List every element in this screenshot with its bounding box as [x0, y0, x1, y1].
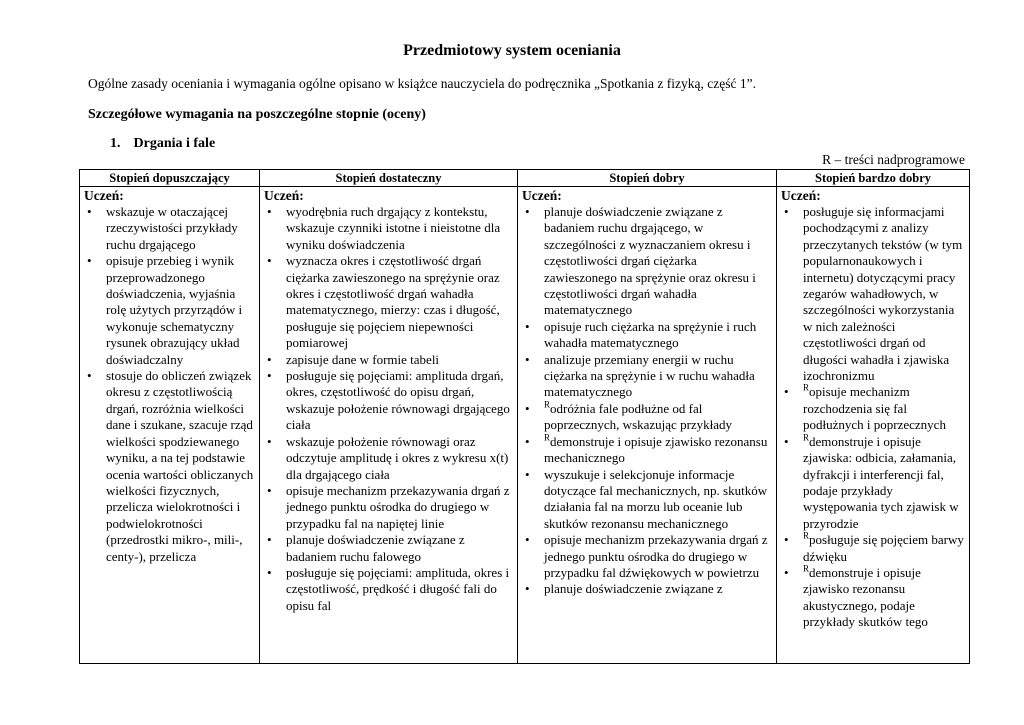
table-row [80, 187, 970, 664]
list-item-extracurricular [781, 565, 965, 631]
header-grade-bardzo-dobry: Stopień bardzo dobry [777, 170, 970, 187]
extracurricular-marker: R [803, 563, 810, 574]
cell-grade-bardzo-dobry [777, 187, 970, 664]
document-title: Przedmiotowy system oceniania [403, 42, 621, 59]
list-item: • analizuje przemiany energii w ruchu ciężarka na sprężynie i w ruchu wahadła matematycznego [522, 352, 772, 401]
section-number: 1. [110, 136, 121, 151]
list-item-extracurricular [522, 434, 772, 467]
list-item: • wyodrębnia ruch drgający z kontekstu, wskazuje czynniki istotne i nieistotne dla wyniku doświadczenia [264, 204, 513, 253]
cell-grade-dopuszczajacy [80, 187, 260, 664]
list-item-extracurricular [781, 532, 965, 565]
header-grade-dostateczny: Stopień dostateczny [260, 170, 518, 187]
list-item-text: opisuje mechanizm rozchodzenia się fal podłużnych i poprzecznych [803, 384, 946, 433]
requirements-table [79, 169, 970, 664]
list-item: • wskazuje położenie równowagi oraz odczytuje amplitudę i okres z wykresu x(t) dla drgającego ciała [264, 434, 513, 483]
list-item: • posługuje się informacjami pochodzącymi z analizy przeczytanych tekstów (w tym popularnonaukowych i internetu) dotyczącymi pracy zegarów wahadłowych, w szczególności wykorzystania w nich zależności częstotliwości drgań od długości wahadła i zjawiska izochronizmu [781, 204, 965, 384]
list-item: • planuje doświadczenie związane z [522, 581, 772, 597]
extracurricular-marker: R [544, 432, 551, 443]
cell-lead: Uczeń: [781, 188, 821, 203]
list-item: • opisuje mechanizm przekazywania drgań z jednego punktu ośrodka do drugiego w przypadku fal na napiętej linie [264, 483, 513, 532]
header-grade-dobry: Stopień dobry [518, 170, 777, 187]
header-grade-dopuszczajacy: Stopień dopuszczający [80, 170, 260, 187]
list-item-text: posługuje się pojęciem barwy dźwięku [803, 532, 964, 564]
list-item-extracurricular [522, 401, 772, 434]
list-item: • zapisuje dane w formie tabeli [264, 352, 513, 368]
intro-paragraph: Ogólne zasady oceniania i wymagania ogólne opisano w książce nauczyciela do podręcznika „Spotkania z fizyką, część 1”. [88, 76, 756, 91]
section-title: Drgania i fale [133, 136, 216, 151]
list-item: • wyznacza okres i częstotliwość drgań ciężarka zawieszonego na sprężynie oraz okres i częstotliwość drgań wahadła matematycznego, mierzy: czas i długość, posługuje się pojęciem niepewności pomiarowej [264, 253, 513, 351]
list-item-text: demonstruje i opisuje zjawiska: odbicia, załamania, dyfrakcji i interferencji fal, podaje przykłady występowania tych zjawisk w przyrodzie [803, 433, 959, 531]
table-header-row [80, 170, 970, 187]
extracurricular-note: R – treści nadprogramowe [822, 152, 965, 167]
list-item: • posługuje się pojęciami: amplituda, okres i częstotliwość, prędkość i długość fali do opisu fal [264, 565, 513, 614]
cell-grade-dostateczny [260, 187, 518, 664]
cell-lead: Uczeń: [522, 188, 562, 203]
cell-lead: Uczeń: [84, 188, 124, 203]
list-item: • stosuje do obliczeń związek okresu z częstotliwością drgań, rozróżnia wielkości dane i szukane, szacuje rząd wielkości spodziewanego wyniku, a na tej podstawie ocenia wartości obliczanych wielkości fizycznych, przelicza wielokrotności i podwielokrotności (przedrostki mikro-, mili-, centy-), przelicza [84, 368, 255, 565]
list-item: • opisuje przebieg i wynik przeprowadzonego doświadczenia, wyjaśnia rolę użytych przyrządów i wykonuje schematyczny rysunek obrazujący układ doświadczalny [84, 253, 255, 368]
section-heading [110, 136, 215, 152]
extracurricular-marker: R [803, 383, 810, 394]
list-item-text: odróżnia fale podłużne od fal poprzecznych, wskazując przykłady [544, 400, 733, 433]
list-item: • opisuje ruch ciężarka na sprężynie i ruch wahadła matematycznego [522, 319, 772, 352]
cell-lead: Uczeń: [264, 188, 304, 203]
extracurricular-marker: R [803, 530, 810, 541]
list-item: • wyszukuje i selekcjonuje informacje dotyczące fal mechanicznych, np. skutków działania fal na morzu lub oceanie lub skutków rezonansu mechanicznego [522, 467, 772, 533]
list-item-extracurricular [781, 434, 965, 532]
extracurricular-marker: R [544, 399, 551, 410]
list-item: • wskazuje w otaczającej rzeczywistości przykłady ruchu drgającego [84, 204, 255, 253]
list-item-text: demonstruje i opisuje zjawisko rezonansu mechanicznego [544, 433, 768, 466]
list-item: • opisuje mechanizm przekazywania drgań z jednego punktu ośrodka do drugiego w przypadku fal dźwiękowych w powietrzu [522, 532, 772, 581]
list-item: • posługuje się pojęciami: amplituda drgań, okres, częstotliwość do opisu drgań, wskazuje położenie równowagi drgającego ciała [264, 368, 513, 434]
requirements-heading: Szczegółowe wymagania na poszczególne stopnie (oceny) [88, 107, 426, 122]
list-item-extracurricular [781, 384, 965, 433]
list-item: • planuje doświadczenie związane z badaniem ruchu falowego [264, 532, 513, 565]
cell-grade-dobry [518, 187, 777, 664]
extracurricular-marker: R [803, 432, 810, 443]
list-item: • planuje doświadczenie związane z badaniem ruchu drgającego, w szczególności z wyznaczaniem okresu i częstotliwości drgań ciężarka zawieszonego na sprężynie oraz okresu i częstotliwości drgań wahadła matematycznego [522, 204, 772, 319]
list-item-text: demonstruje i opisuje zjawisko rezonansu akustycznego, podaje przykłady skutków tego [803, 564, 928, 630]
